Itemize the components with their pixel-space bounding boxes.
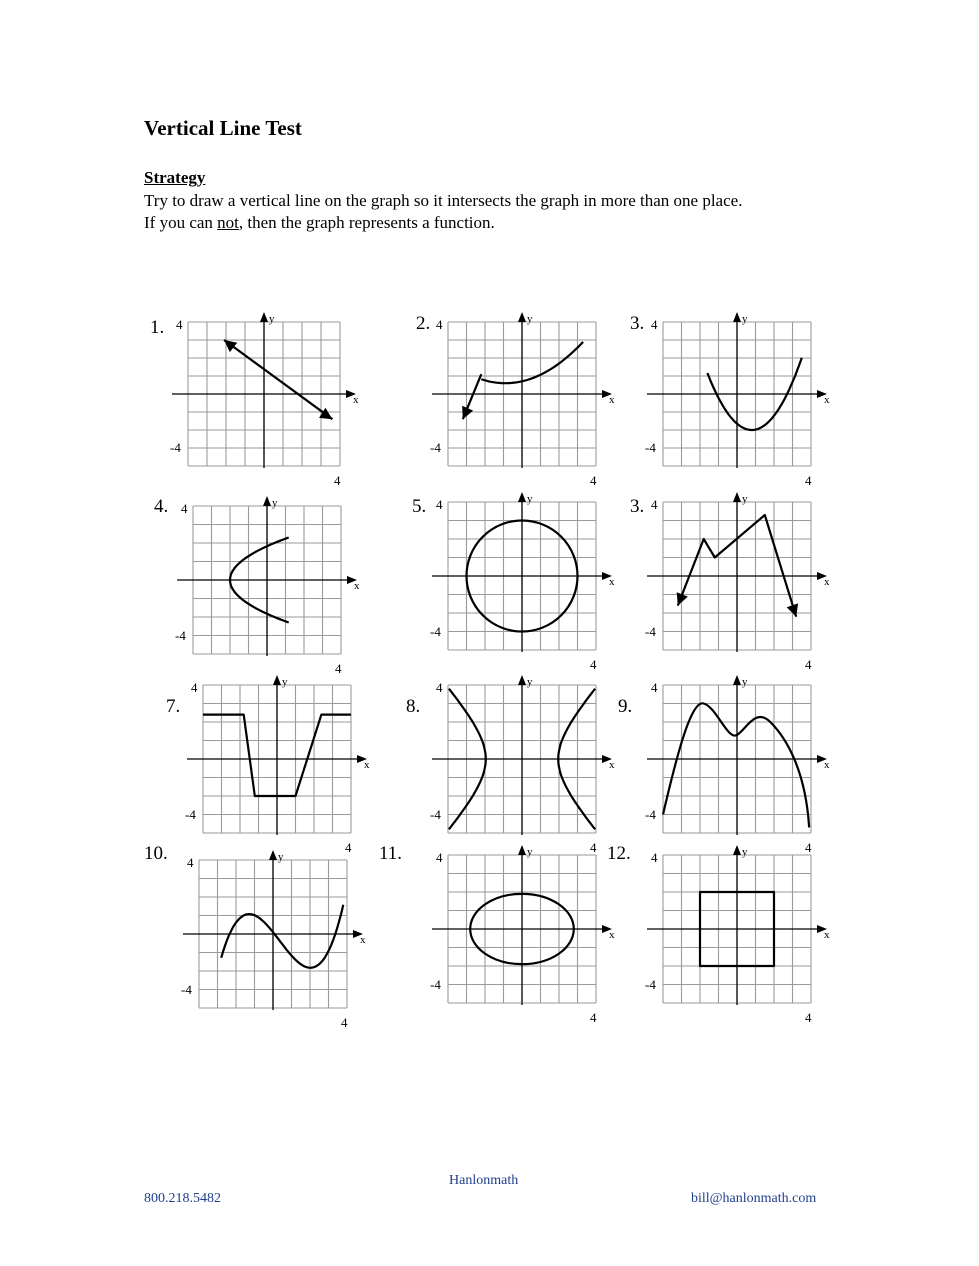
axis-right-label: 4: [590, 1010, 597, 1025]
y-axis-label: y: [278, 851, 284, 863]
graph-6-plot: [663, 502, 811, 650]
y-axis-label: y: [527, 493, 533, 505]
x-axis-label: x: [609, 394, 615, 406]
graph-number: 3.: [630, 496, 645, 517]
axis-bottom-label: -4: [185, 807, 196, 822]
y-axis-label: y: [269, 313, 275, 325]
footer-center: Hanlonmath: [449, 1173, 519, 1188]
axis-bottom-label: -4: [430, 977, 441, 992]
graph-12-plot: [663, 855, 811, 1003]
axis-right-label: 4: [590, 657, 597, 672]
axis-bottom-label: -4: [430, 440, 441, 455]
axis-right-label: 4: [805, 473, 812, 488]
x-axis-label: x: [824, 394, 830, 406]
graph-number: 5.: [412, 496, 427, 517]
footer-email: bill@hanlonmath.com: [691, 1191, 817, 1206]
axis-right-label: 4: [590, 840, 597, 855]
axis-top-label: 4: [176, 317, 183, 332]
graph-4-plot: [193, 506, 341, 654]
x-axis-label: x: [824, 759, 830, 771]
axis-top-label: 4: [181, 501, 188, 516]
x-axis-label: x: [360, 934, 366, 946]
graph-3-plot: [663, 322, 811, 466]
x-axis-label: x: [353, 394, 359, 406]
graph-number: 12.: [607, 843, 631, 864]
strategy-underlined-not: not: [217, 213, 239, 232]
x-axis-label: x: [824, 929, 830, 941]
graph-number: 2.: [416, 313, 431, 334]
graph-number: 1.: [150, 317, 165, 338]
graph-9-plot: [663, 685, 811, 833]
axis-bottom-label: -4: [430, 807, 441, 822]
axis-bottom-label: -4: [645, 624, 656, 639]
graph-11-plot: [448, 855, 596, 1003]
y-axis-label: y: [272, 497, 278, 509]
axis-top-label: 4: [651, 680, 658, 695]
graph-number: 11.: [379, 843, 403, 864]
axis-bottom-label: -4: [170, 440, 181, 455]
x-axis-label: x: [364, 759, 370, 771]
y-axis-label: y: [282, 676, 288, 688]
graph-8-plot: [448, 685, 596, 833]
axis-bottom-label: -4: [181, 982, 192, 997]
axis-top-label: 4: [436, 850, 443, 865]
strategy-line-2-start: If you can: [144, 213, 218, 232]
y-axis-label: y: [527, 846, 533, 858]
graph-number: 8.: [406, 696, 421, 717]
axis-bottom-label: -4: [645, 440, 656, 455]
graph-number: 4.: [154, 496, 169, 517]
axis-top-label: 4: [436, 497, 443, 512]
strategy-line-2: [144, 213, 495, 233]
graph-2-plot: [448, 322, 596, 466]
axis-right-label: 4: [805, 1010, 812, 1025]
graph-5-plot: [448, 502, 596, 650]
axis-right-label: 4: [590, 473, 597, 488]
axis-top-label: 4: [651, 317, 658, 332]
graph-1-plot: [188, 322, 340, 466]
axis-bottom-label: -4: [645, 977, 656, 992]
y-axis-label: y: [742, 676, 748, 688]
strategy-line-2-end: , then the graph represents a function.: [238, 213, 495, 232]
x-axis-label: x: [609, 759, 615, 771]
x-axis-label: x: [354, 580, 360, 592]
strategy-heading: Strategy: [144, 168, 206, 187]
strategy-line-1: Try to draw a vertical line on the graph so it intersects the graph in more than one place.: [144, 191, 743, 210]
axis-right-label: 4: [805, 840, 812, 855]
axis-top-label: 4: [187, 855, 194, 870]
graph-number: 3.: [630, 313, 645, 334]
axis-top-label: 4: [651, 850, 658, 865]
y-axis-label: y: [527, 676, 533, 688]
y-axis-label: y: [742, 493, 748, 505]
y-axis-label: y: [527, 313, 533, 325]
axis-right-label: 4: [334, 473, 341, 488]
axis-right-label: 4: [335, 661, 342, 676]
x-axis-label: x: [609, 576, 615, 588]
x-axis-label: x: [824, 576, 830, 588]
y-axis-label: y: [742, 313, 748, 325]
axis-bottom-label: -4: [175, 628, 186, 643]
axis-right-label: 4: [345, 840, 352, 855]
axis-top-label: 4: [436, 680, 443, 695]
graph-7-plot: [203, 685, 351, 833]
axis-right-label: 4: [805, 657, 812, 672]
axis-top-label: 4: [191, 680, 198, 695]
axis-top-label: 4: [436, 317, 443, 332]
graph-10-plot: [199, 860, 347, 1008]
graph-number: 7.: [166, 696, 181, 717]
axis-bottom-label: -4: [430, 624, 441, 639]
axis-top-label: 4: [651, 497, 658, 512]
x-axis-label: x: [609, 929, 615, 941]
axis-bottom-label: -4: [645, 807, 656, 822]
footer-phone: 800.218.5482: [144, 1191, 221, 1206]
y-axis-label: y: [742, 846, 748, 858]
graph-number: 9.: [618, 696, 633, 717]
axis-right-label: 4: [341, 1015, 348, 1030]
page-title: Vertical Line Test: [144, 116, 302, 140]
graph-number: 10.: [144, 843, 168, 864]
